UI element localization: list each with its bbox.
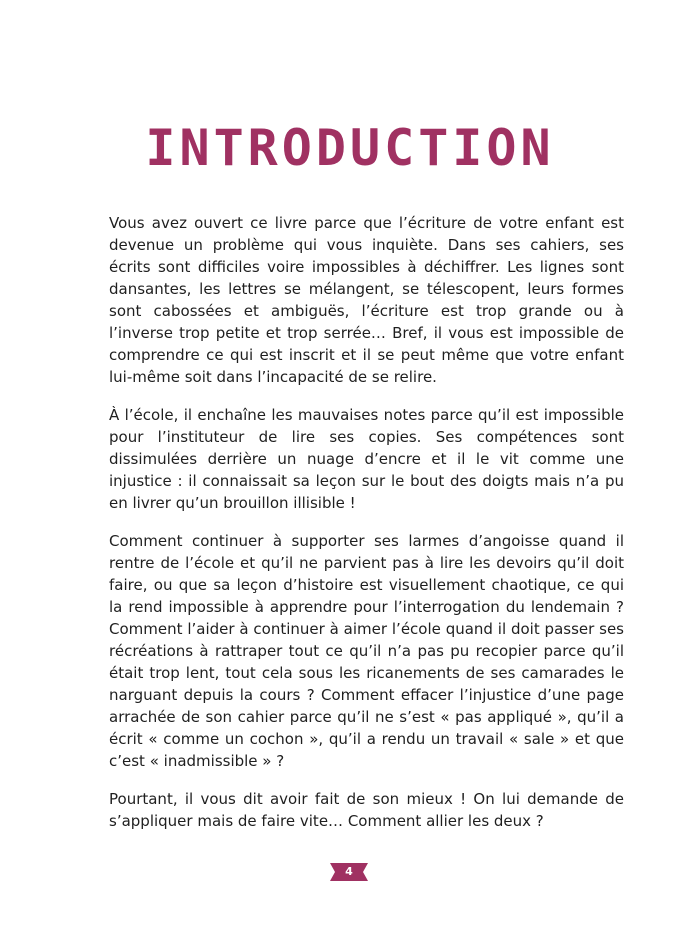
page-number: 4 bbox=[345, 865, 353, 878]
paragraph-4: Pourtant, il vous dit avoir fait de son mieux ! On lui demande de s’appliquer mais de faire vite… Comment allier les deux ? bbox=[109, 790, 624, 830]
paragraph-1: Vous avez ouvert ce livre parce que l’écriture de votre enfant est devenue un problème qui vous inquiète. Dans ses cahiers, ses écrits sont difficiles voire impossibles à déchiffrer. Les lignes sont dansantes, les lettres se mélangent, se télescopent, leurs formes sont cabossées et ambiguës, l’écriture est trop grande ou à l’inverse trop petite et trop serrée… Bref, il vous est impossible de comprendre ce qui est inscrit et il se peut même que votre enfant lui-même soit dans l’incapacité de se relire. bbox=[109, 214, 624, 386]
page-number-badge bbox=[330, 863, 368, 881]
chapter-title: INTRODUCTION bbox=[145, 119, 555, 177]
paragraph-2: À l’école, il enchaîne les mauvaises notes parce qu’il est impossible pour l’instituteur de lire ses copies. Ses compétences sont dissimulées derrière un nuage d’encre et il le vit comme une injustice : il connaissait sa leçon sur le bout des doigts mais n’a pu en livrer qu’un brouillon illisible ! bbox=[109, 406, 624, 512]
paragraph-3: Comment continuer à supporter ses larmes d’angoisse quand il rentre de l’école et qu’il ne parvient pas à lire les devoirs qu’il doit faire, ou que sa leçon d’histoire est visuellement chaotique, ce qui la rend impossible à apprendre pour l’interrogation du lendemain ? Comment l’aider à continuer à aimer l’école quand il doit passer ses récréations à rattraper tout ce qu’il n’a pas pu recopier parce qu’il était trop lent, tout cela sous les ricanements de ses camarades le narguant depuis la cours ? Comment effacer l’injustice d’une page arrachée de son cahier parce qu’il ne s’est « pas appliqué », qu’il a écrit « comme un cochon », qu’il a rendu un travail « sale » et que c’est « inadmissible » ? bbox=[109, 532, 624, 770]
body-text bbox=[109, 212, 624, 848]
